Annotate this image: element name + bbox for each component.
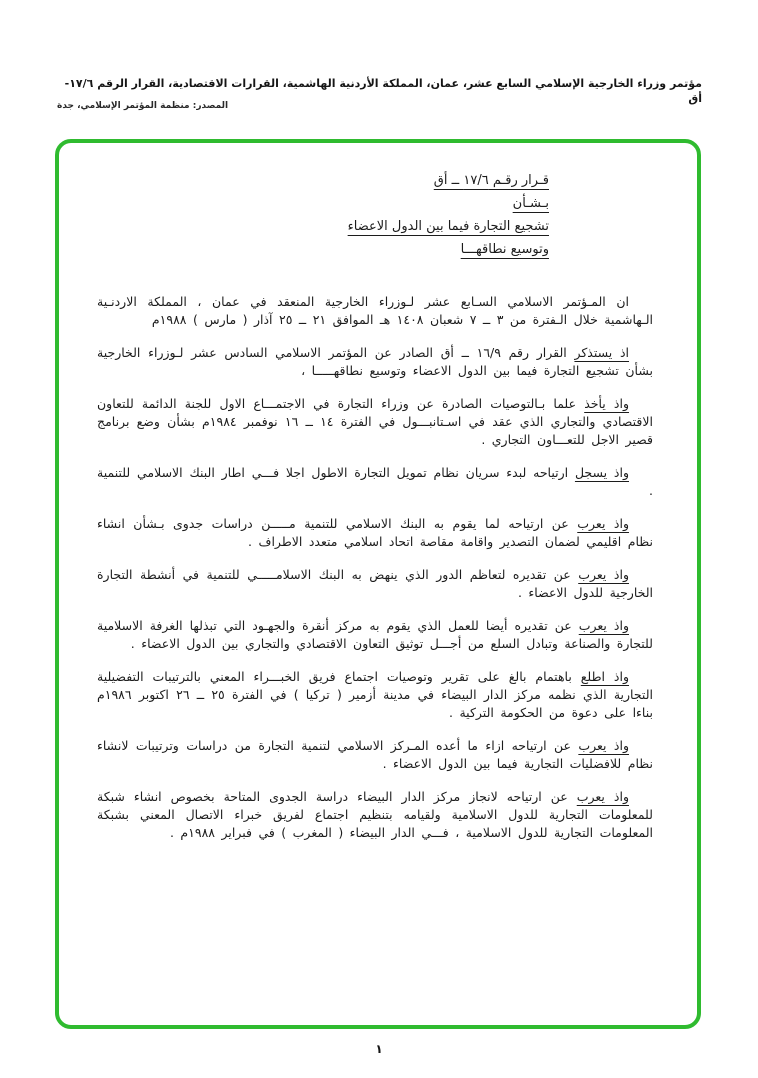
- document-header: مؤتمر وزراء الخارجية الإسلامي السابع عشر، عمان، المملكة الأردنية الهاشمية، القرارات الاقتصادية، القرار الرقم ١٧/٦-أق: [64, 77, 702, 105]
- paragraph-text: ارتياحه لبدء سريان نظام تمويل التجارة الاطول اجلا فـــي اطار البنك الاسلامي للتنمية .: [97, 465, 653, 498]
- resolution-title-block: [97, 169, 549, 261]
- paragraph-lead: واذ اطلع: [580, 669, 630, 684]
- resolution-paragraph: [97, 515, 653, 551]
- paragraph-lead: واذ يعرب: [576, 789, 629, 804]
- title-line-text: بـشـأن: [512, 196, 549, 211]
- resolution-paragraph: [97, 395, 653, 449]
- paragraph-text: ان المـؤتمر الاسلامي السـابع عشر لـوزراء الخارجية المنعقد في عمان ، المملكة الاردنـية الـهاشمية خلال الـفترة من ٣ ــ ٧ شعبان ١٤٠٨ هـ الموافق ٢١ ــ ٢٥ آذار ( مارس ) ١٩٨٨م: [97, 294, 653, 327]
- paragraph-text: القرار رقم ١٦/٩ ــ أق الصادر عن المؤتمر الاسلامي السادس عشر لـوزراء الخارجية بشأن تشجيع التجارة فيما بين الدول الاعضاء وتوسيع نطاقهـــــا ،: [97, 345, 653, 378]
- resolution-paragraph: [97, 737, 653, 773]
- paragraph-lead: واذ يعرب: [578, 567, 629, 582]
- paragraph-text: عن ارتياحه لما يقوم به البنك الاسلامي للتنمية مـــــن دراسات جدوى بـشأن انشاء نظام اقليمي لضمان التصدير واقامة مقاصة اتحاد اسلامي متعدد الاطراف .: [97, 516, 653, 549]
- paragraph-lead: واذ يأخذ: [584, 396, 629, 411]
- resolution-title-line: [97, 238, 549, 261]
- resolution-paragraph: [97, 293, 653, 329]
- paragraph-lead: اذ يستذكر: [574, 345, 629, 360]
- paragraph-text: عن ارتياحه ازاء ما أعده المـركز الاسلامي لتنمية التجارة من دراسات وترتيبات لانشاء نظام للافضليات التجارية فيما بين الدول الاعضاء .: [97, 738, 653, 771]
- resolution-paragraph: [97, 668, 653, 722]
- title-line-text: تشجيع التجارة فيما بين الدول الاعضاء: [347, 219, 549, 234]
- resolution-paragraph: [97, 344, 653, 380]
- green-document-border: [55, 139, 701, 1029]
- resolution-paragraph: [97, 464, 653, 500]
- resolution-title-line: [97, 215, 549, 238]
- paragraph-lead: واذ يعرب: [578, 738, 629, 753]
- paragraph-text: عن ارتياحه لانجاز مركز الدار البيضاء دراسة الجدوى المتاحة بخصوص انشاء شبكة للمعلومات التجارية للدول الاسلامية ولقيامه بتنظيم اجتماع لفريق خبراء الاتصال المعني بشبكة المعلومات التجارية للدول الاسلامية ، فـــي الدار البيضاء ( المغرب ) في فبراير ١٩٨٨م .: [97, 789, 653, 840]
- paragraph-text: باهتمام بالغ على تقرير وتوصيات اجتماع فريق الخبـــراء المعني بالترتيبات التفضيلية التجارية الذي نظمه مركز الدار البيضاء في مدينة أزمير ( تركيا ) في الفترة ٢٥ ــ ٢٦ اكتوبر ١٩٨٦م بناءا على دعوة من الحكومة التركية .: [97, 669, 653, 720]
- title-line-text: قـرار رقـم ١٧/٦ ــ أق: [433, 173, 549, 188]
- paragraph-lead: واذ يسجل: [574, 465, 629, 480]
- resolution-paragraph: [97, 617, 653, 653]
- resolution-paragraph: [97, 566, 653, 602]
- paragraph-text: علما بـالتوصيات الصادرة عن وزراء التجارة في الاجتمـــاع الاول للجنة الدائمة للتعاون الاقتصادي والتجاري الذي عقد في اسـتانبـــول في الفترة ١٤ ــ ١٦ نوفمبر ١٩٨٤م بشأن وضع برنامج قصير الاجل للتعـــاون التجاري .: [97, 396, 653, 447]
- resolution-title-line: [97, 192, 549, 215]
- source-line: المصدر: منظمة المؤتمر الإسلامي، جدة: [57, 101, 229, 111]
- paragraph-text: عن تقديره أيضا للعمل الذي يقوم به مركز أنقرة والجهـود التي تبذلها الغرفة الاسلامية للتجارة والصناعة وتبادل السلع من أجـــل توثيق التعاون الاقتصادي والتجاري بين الدول الاعضاء .: [97, 618, 653, 651]
- paragraph-lead: واذ يعرب: [577, 516, 629, 531]
- title-line-text: وتوسيع نطاقهـــا: [460, 242, 549, 257]
- paragraph-text: عن تقديره لتعاظم الدور الذي ينهض به البنك الاسلامـــــي للتنمية في أنشطة التجارة الخارجية للدول الاعضاء .: [97, 567, 653, 600]
- paragraph-lead: واذ يعرب: [578, 618, 629, 633]
- page-number: ١: [375, 1042, 383, 1056]
- resolution-title-line: [97, 169, 549, 192]
- resolution-paragraph: [97, 788, 653, 842]
